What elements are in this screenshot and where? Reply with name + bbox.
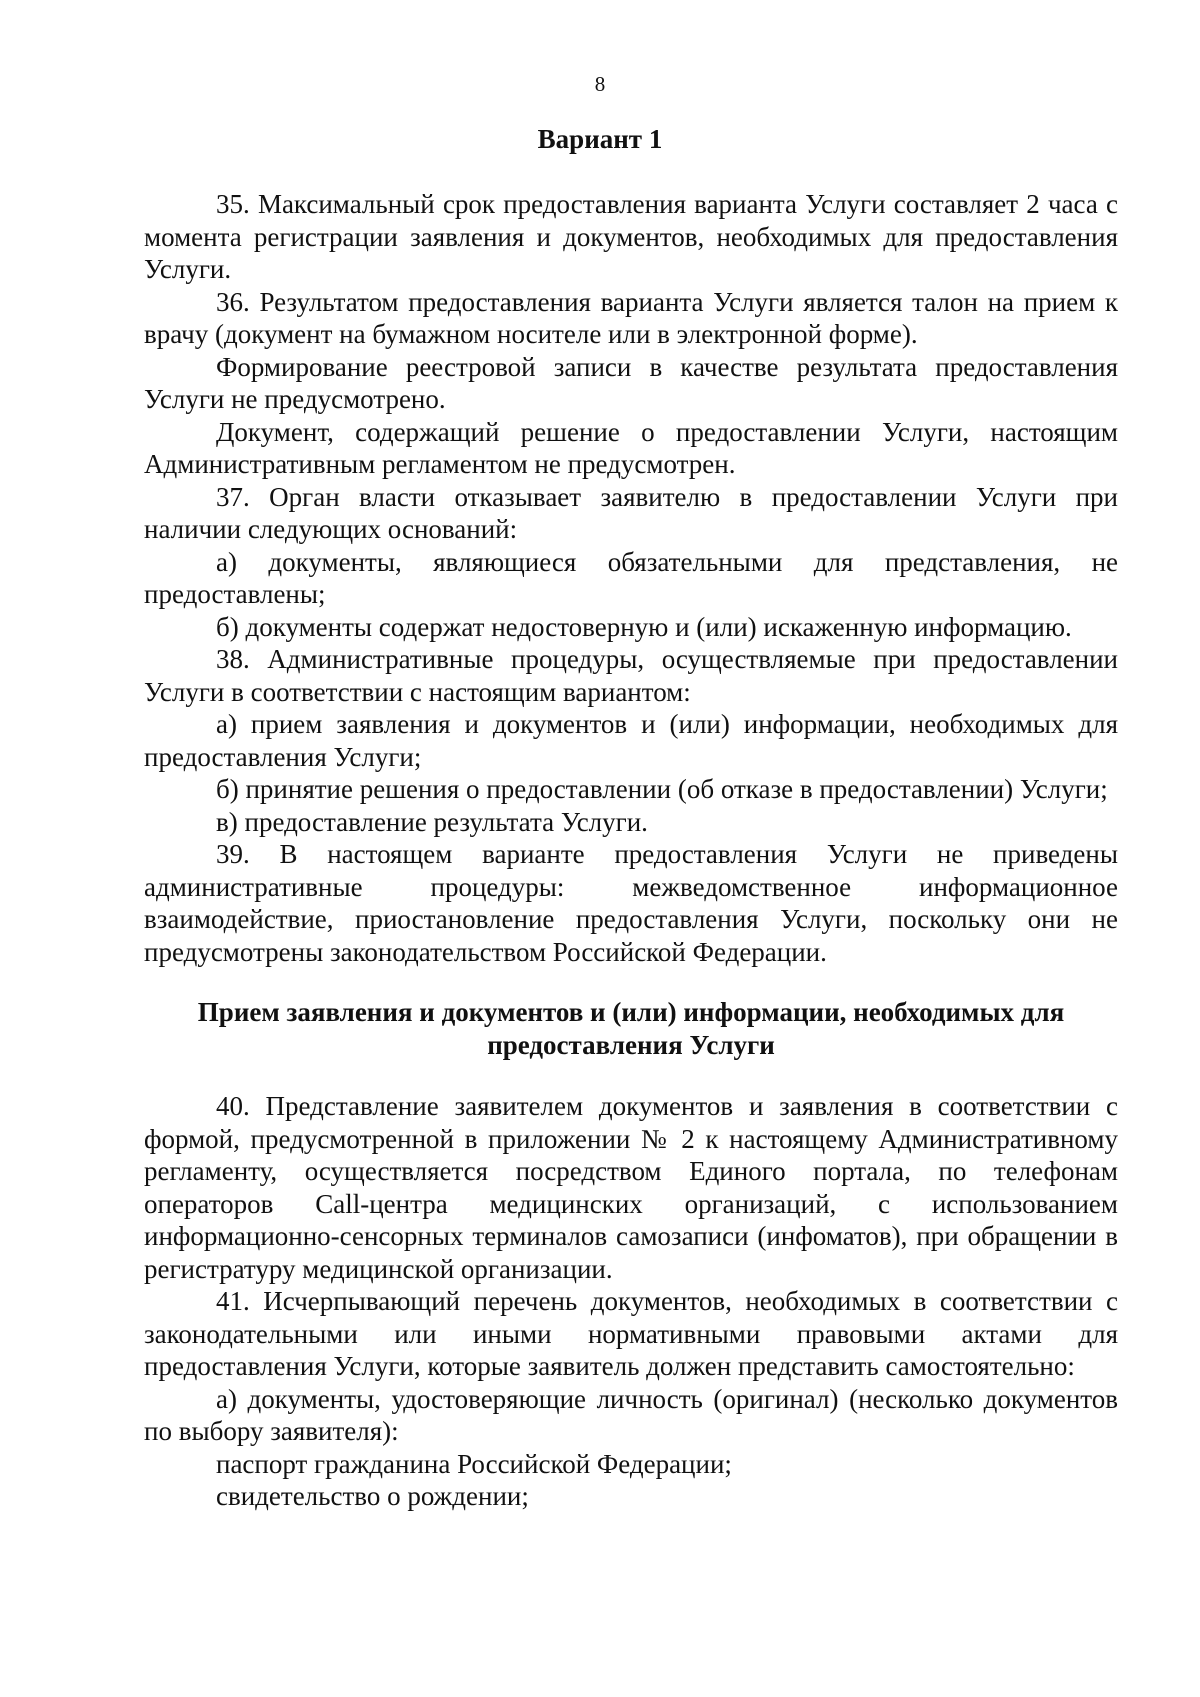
paragraph-37: 37. Орган власти отказывает заявителю в предоставлении Услуги при наличии следующих оснований: bbox=[144, 481, 1118, 544]
paragraph-41: 41. Исчерпывающий перечень документов, необходимых в соответствии с законодательными или иными нормативными правовыми актами для предоставления Услуги, которые заявитель должен представить самостоятельно: bbox=[144, 1286, 1118, 1381]
paragraph-registry-record: Формирование реестровой записи в качестве результата предоставления Услуги не предусмотрено. bbox=[144, 351, 1118, 414]
list-item-37a: а) документы, являющиеся обязательными для представления, не предоставлены; bbox=[144, 546, 1118, 609]
document-body bbox=[144, 188, 1118, 1513]
paragraph-39: 39. В настоящем варианте предоставления Услуги не приведены административные процедуры: межведомственное информационное взаимодействие, приостановление предоставления Услуги, поскольку они не предусмотрены законодательством Российской Федерации. bbox=[144, 839, 1118, 967]
list-item-birth-certificate: свидетельство о рождении; bbox=[216, 1481, 529, 1511]
paragraph-40: 40. Представление заявителем документов и заявления в соответствии с формой, предусмотренной в приложении № 2 к настоящему Административному регламенту, осуществляется посредством Единого портала, по телефонам операторов Call-центра медицинских организаций, с использованием информационно-сенсорных терминалов самозаписи (инфоматов), при обращении в регистратуру медицинской организации. bbox=[144, 1091, 1118, 1284]
paragraph-36: 36. Результатом предоставления варианта Услуги является талон на прием к врачу (документ на бумажном носителе или в электронной форме). bbox=[144, 286, 1118, 349]
variant-heading: Вариант 1 bbox=[537, 124, 663, 154]
paragraph-decision-document: Документ, содержащий решение о предоставлении Услуги, настоящим Административным регламентом не предусмотрен. bbox=[144, 416, 1118, 479]
list-item-passport: паспорт гражданина Российской Федерации; bbox=[216, 1448, 732, 1479]
section-heading: Прием заявления и документов и (или) информации, необходимых для предоставления Услуги bbox=[197, 997, 1065, 1060]
list-item-38a: а) прием заявления и документов и (или) информации, необходимых для предоставления Услуги; bbox=[144, 709, 1118, 772]
list-item-38b: б) принятие решения о предоставлении (об отказе в предоставлении) Услуги; bbox=[216, 774, 1108, 804]
paragraph-38: 38. Административные процедуры, осуществляемые при предоставлении Услуги в соответствии с настоящим вариантом: bbox=[144, 644, 1118, 707]
list-item-41a: а) документы, удостоверяющие личность (оригинал) (несколько документов по выбору заявителя): bbox=[144, 1383, 1118, 1446]
list-item-37b: б) документы содержат недостоверную и (или) искаженную информацию. bbox=[216, 611, 1072, 642]
page-number: 8 bbox=[594, 72, 606, 96]
paragraph-35: 35. Максимальный срок предоставления варианта Услуги составляет 2 часа с момента регистрации заявления и документов, необходимых для предоставления Услуги. bbox=[144, 189, 1118, 284]
list-item-38c: в) предоставление результата Услуги. bbox=[216, 806, 648, 837]
